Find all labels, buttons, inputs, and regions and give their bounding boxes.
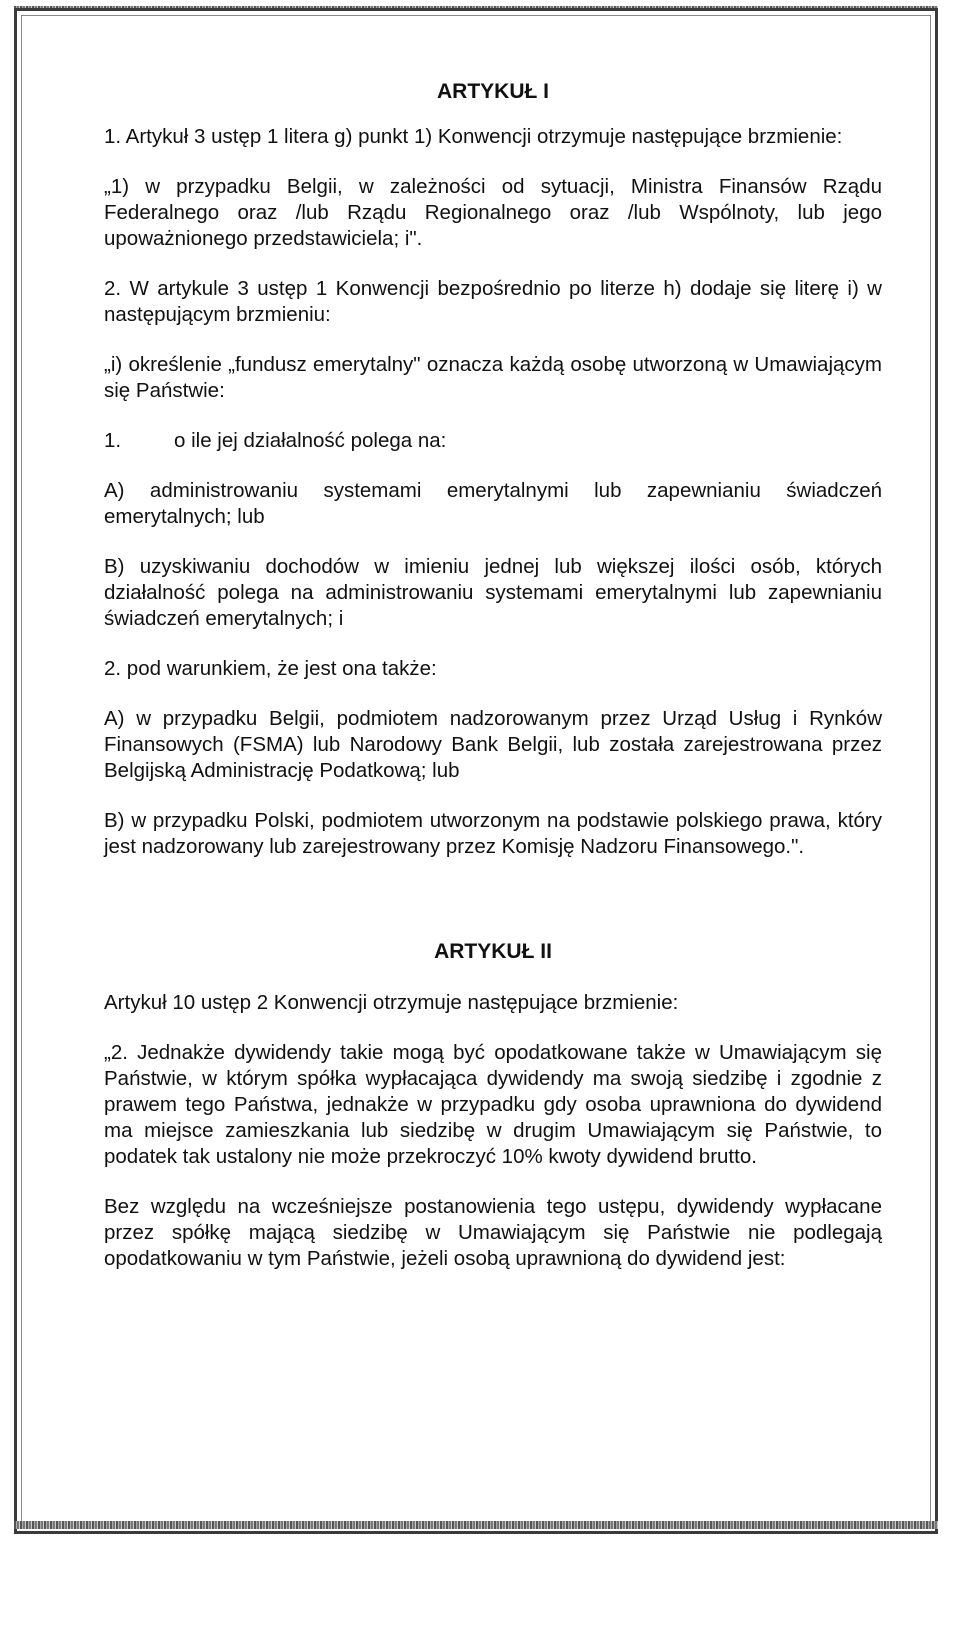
- article-2-paragraph-1: Artykuł 10 ustęp 2 Konwencji otrzymuje następujące brzmienie:: [104, 991, 679, 1014]
- article-1-paragraph-1: 1. Artykuł 3 ustęp 1 litera g) punkt 1) Konwencji otrzymuje następujące brzmienie:: [104, 125, 843, 148]
- scan-border-bottom: [14, 1521, 938, 1529]
- article-1-paragraph-3: 2. W artykule 3 ustęp 1 Konwencji bezpośrednio po literze h) dodaje się literę i) w następującym brzmieniu:: [104, 277, 882, 326]
- article-2-paragraph-2: „2. Jednakże dywidendy takie mogą być opodatkowane także w Umawiającym się Państwie, w którym spółka wypłacająca dywidendy ma swoją siedzibę i zgodnie z prawem tego Państwa, jednakże w przypadku gdy osoba uprawniona do dywidend ma miejsce zamieszkania lub siedzibę w drugim Umawiającym się Państwie, to podatek tak ustalony nie może przekroczyć 10% kwoty dywidend brutto.: [104, 1041, 882, 1168]
- article-1-paragraph-4: „i) określenie „fundusz emerytalny" oznacza każdą osobę utworzoną w Umawiającym się Państwie:: [104, 353, 882, 402]
- article-1-point-2: 2. pod warunkiem, że jest ona także:: [104, 657, 437, 680]
- article-2-heading: ARTYKUŁ II: [434, 940, 552, 963]
- article-1-paragraph-b: B) uzyskiwaniu dochodów w imieniu jednej lub większej ilości osób, których działalność polega na administrowaniu systemami emerytalnymi lub zapewnianiu świadczeń emerytalnych; i: [104, 555, 882, 630]
- article-1-paragraph-a: A) administrowaniu systemami emerytalnymi lub zapewnianiu świadczeń emerytalnych; lub: [104, 479, 882, 528]
- document-body: [104, 70, 882, 1272]
- article-1-paragraph-b2: B) w przypadku Polski, podmiotem utworzonym na podstawie polskiego prawa, który jest nadzorowany lub zarejestrowany przez Komisję Nadzoru Finansowego.".: [104, 809, 882, 858]
- article-1-heading: ARTYKUŁ I: [437, 80, 549, 103]
- article-1-paragraph-a2: A) w przypadku Belgii, podmiotem nadzorowanym przez Urząd Usług i Rynków Finansowych (FSMA) lub Narodowy Bank Belgii, lub została zarejestrowana przez Belgijską Administrację Podatkową; lub: [104, 707, 882, 782]
- article-1-point-1: [104, 428, 882, 454]
- point-number: 1.: [104, 429, 122, 452]
- point-text: o ile jej działalność polega na:: [174, 429, 447, 452]
- article-1-paragraph-2: „1) w przypadku Belgii, w zależności od sytuacji, Ministra Finansów Rządu Federalnego oraz /lub Rządu Regionalnego oraz /lub Wspólnoty, lub jego upoważnionego przedstawiciela; i".: [104, 175, 882, 250]
- article-2-paragraph-3: Bez względu na wcześniejsze postanowienia tego ustępu, dywidendy wypłacane przez spółkę mającą siedzibę w Umawiającym się Państwie nie podlegają opodatkowaniu w tym Państwie, jeżeli osobą uprawnioną do dywidend jest:: [104, 1195, 882, 1270]
